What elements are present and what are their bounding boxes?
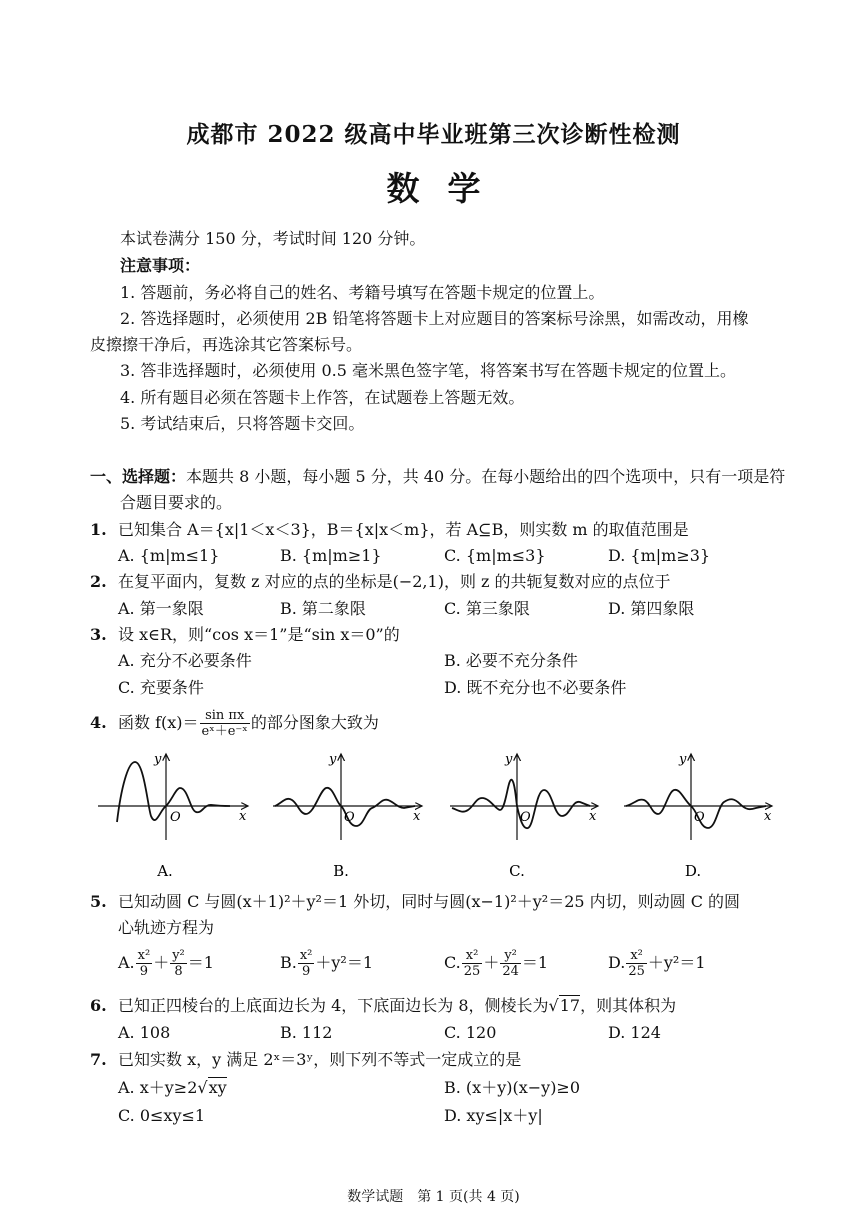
graph-a-origin: O [170, 810, 181, 825]
q5-number: 5. [90, 892, 107, 911]
q5-d-tail: ＋y²＝1 [647, 953, 706, 972]
graph-a [98, 752, 248, 880]
q6-stem [90, 996, 676, 1016]
q5-option-b-label: B. [280, 953, 297, 972]
q1-stem [90, 520, 689, 540]
q1-option-c: C. {m|m≤3} [444, 546, 546, 565]
q3-option-c: C. 充要条件 [118, 678, 204, 697]
notice-item-4: 4. 所有题目必须在答题卡上作答，在试题卷上答题无效。 [120, 388, 525, 407]
q6-number: 6. [90, 996, 107, 1015]
q5-option-d-label: D. [608, 953, 626, 972]
q5-c-frac2-num: y² [500, 948, 521, 964]
notice-item-3: 3. 答非选择题时，必须使用 0.5 毫米黑色签字笔，将答案书写在答题卡规定的位置上。 [120, 361, 736, 380]
q1-number: 1. [90, 520, 107, 539]
q6-sqrt-symbol: √ [548, 996, 559, 1015]
q5-a-frac1-den: 9 [139, 964, 149, 979]
q5-option-c [444, 946, 548, 980]
graph-a-label: A. [157, 862, 173, 880]
q3-text: 设 x∈R，则“cos x＝1”是“sin x＝0”的 [118, 625, 400, 644]
q5-a-frac2-num: y² [172, 948, 185, 963]
q3-option-b: B. 必要不充分条件 [444, 651, 578, 670]
q2-number: 2. [90, 572, 107, 591]
q2-option-b: B. 第二象限 [280, 599, 366, 618]
q1-option-a: A. {m|m≤1} [118, 546, 220, 565]
graph-d-x-label: x [764, 809, 772, 824]
q6-sqrt-value: 17 [559, 996, 581, 1015]
graph-c-y-label: y [505, 752, 513, 767]
graph-b-y-label: y [329, 752, 337, 767]
q5-option-c-label: C. [444, 953, 461, 972]
q5-d-frac1-num: x² [626, 948, 647, 964]
q5-a-frac2 [170, 948, 187, 979]
q4-text-prefix: 函数 f(x)＝ [118, 713, 199, 732]
q6-text-suffix: ，则其体积为 [580, 996, 677, 1015]
q5-b-tail: ＋y²＝1 [315, 953, 374, 972]
graph-d [624, 752, 772, 880]
notice-item-1: 1. 答题前，务必将自己的姓名、考籍号填写在答题卡规定的位置上。 [120, 283, 605, 302]
q5-b-frac1-den: 9 [301, 964, 311, 979]
q5-stem-line1 [90, 892, 740, 912]
q6-option-c: C. 120 [444, 1023, 497, 1042]
q4-stem [90, 708, 379, 739]
q7-option-d: D. xy≤|x＋y| [444, 1106, 543, 1125]
q7-option-a-text: A. x＋y≥2 [118, 1078, 198, 1097]
q5-d-frac1 [626, 948, 647, 979]
q7-option-a [118, 1078, 227, 1098]
q7-option-c: C. 0≤xy≤1 [118, 1106, 206, 1125]
q7-number: 7. [90, 1050, 107, 1069]
notice-item-5: 5. 考试结束后，只将答题卡交回。 [120, 414, 365, 433]
exam-intro: 本试卷满分 150 分，考试时间 120 分钟。 [120, 229, 426, 248]
q4-text-suffix: 的部分图象大致为 [250, 713, 379, 732]
graph-d-label: D. [684, 862, 702, 880]
q5-c-tail: ＝1 [521, 953, 549, 972]
q2-stem [90, 572, 671, 592]
q6-option-b: B. 112 [280, 1023, 333, 1042]
q2-text: 在复平面内，复数 z 对应的点的坐标是(−2,1)，则 z 的共轭复数对应的点位于 [118, 572, 671, 591]
q7-text: 已知实数 x，y 满足 2ˣ＝3ʸ，则下列不等式一定成立的是 [118, 1050, 522, 1069]
q6-option-d: D. 124 [608, 1023, 661, 1042]
q5-a-frac2-den: 8 [174, 964, 183, 979]
q5-c-frac1-den: 25 [463, 964, 481, 979]
q4-number: 4. [90, 713, 107, 732]
q1-option-d: D. {m|m≥3} [608, 546, 711, 565]
section-heading: 一、选择题： [90, 467, 187, 486]
notice-title: 注意事项： [120, 256, 201, 275]
q6-text-prefix: 已知正四棱台的上底面边长为 4，下底面边长为 8，侧棱长为 [118, 996, 549, 1015]
section-text: 本题共 8 小题，每小题 5 分，共 40 分。在每小题给出的四个选项中，只有一项是符 [186, 467, 786, 486]
q3-stem [90, 625, 400, 645]
subject-title: 数学 [386, 169, 509, 208]
page-footer: 数学试题 第 1 页(共 4 页) [347, 1189, 520, 1205]
q5-c-op: ＋ [483, 953, 500, 972]
q3-option-a: A. 充分不必要条件 [118, 651, 252, 670]
graph-c-label: C. [509, 862, 525, 880]
q4-fraction-denominator: eˣ＋e⁻ˣ [201, 724, 248, 739]
graph-c [450, 752, 598, 880]
q7-option-a-sqrt: xy [208, 1078, 227, 1097]
q5-stem-line2: 心轨迹方程为 [118, 918, 215, 937]
graph-a-x-label: x [239, 809, 247, 824]
q4-fraction-numerator: sin πx [200, 708, 250, 724]
q5-b-frac1-num: x² [299, 948, 313, 963]
q7-stem [90, 1050, 521, 1070]
notice-item-2-cont: 皮擦擦干净后，再选涂其它答案标号。 [90, 335, 363, 354]
q5-option-b [280, 946, 373, 980]
q2-option-c: C. 第三象限 [444, 599, 530, 618]
exam-title: 成都市 2022 级高中毕业班第三次诊断性检测 [186, 121, 681, 148]
q5-b-frac1 [298, 948, 315, 979]
q3-option-d: D. 既不充分也不必要条件 [444, 678, 627, 697]
q4-fraction [200, 708, 250, 739]
q5-c-frac1-num: x² [462, 948, 483, 964]
graph-c-origin: O [520, 810, 531, 825]
q3-number: 3. [90, 625, 107, 644]
graph-d-y-label: y [679, 752, 687, 767]
q6-option-a: A. 108 [118, 1023, 171, 1042]
q4-graphs [0, 748, 867, 888]
q5-option-a-label: A. [118, 953, 135, 972]
q5-a-frac1 [136, 948, 153, 979]
q5-a-tail: ＝1 [187, 953, 214, 972]
graph-b [273, 752, 422, 880]
q2-option-d: D. 第四象限 [608, 599, 695, 618]
q5-option-a [118, 946, 214, 980]
section-text-line2: 合题目要求的。 [120, 493, 233, 512]
q5-c-frac2 [500, 948, 521, 979]
graph-a-y-label: y [154, 752, 162, 767]
q1-text: 已知集合 A＝{x|1＜x＜3}，B＝{x|x＜m}，若 A⊆B，则实数 m 的取值范围是 [118, 520, 689, 539]
q5-d-frac1-den: 25 [628, 964, 645, 979]
q5-c-frac1 [462, 948, 483, 979]
graph-c-x-label: x [589, 809, 597, 824]
section-heading-line1 [90, 467, 785, 487]
q5-option-d [608, 946, 706, 980]
graph-b-label: B. [333, 862, 349, 880]
graph-d-origin: O [694, 810, 705, 825]
q5-text: 已知动圆 C 与圆(x＋1)²＋y²＝1 外切，同时与圆(x−1)²＋y²＝25 内切，则动圆 C 的圆 [118, 892, 741, 911]
q2-option-a: A. 第一象限 [118, 599, 204, 618]
graph-b-x-label: x [413, 809, 421, 824]
q5-a-op: ＋ [153, 953, 170, 972]
q7-option-b: B. (x＋y)(x−y)≥0 [444, 1078, 581, 1097]
q5-a-frac1-num: x² [137, 948, 151, 963]
graph-b-origin: O [344, 810, 355, 825]
q5-c-frac2-den: 24 [502, 964, 519, 979]
q7-sqrt-symbol: √ [197, 1078, 208, 1097]
notice-item-2: 2. 答选择题时，必须使用 2B 铅笔将答题卡上对应题目的答案标号涂黑，如需改动，用橡 [120, 309, 749, 328]
q1-option-b: B. {m|m≥1} [280, 546, 382, 565]
